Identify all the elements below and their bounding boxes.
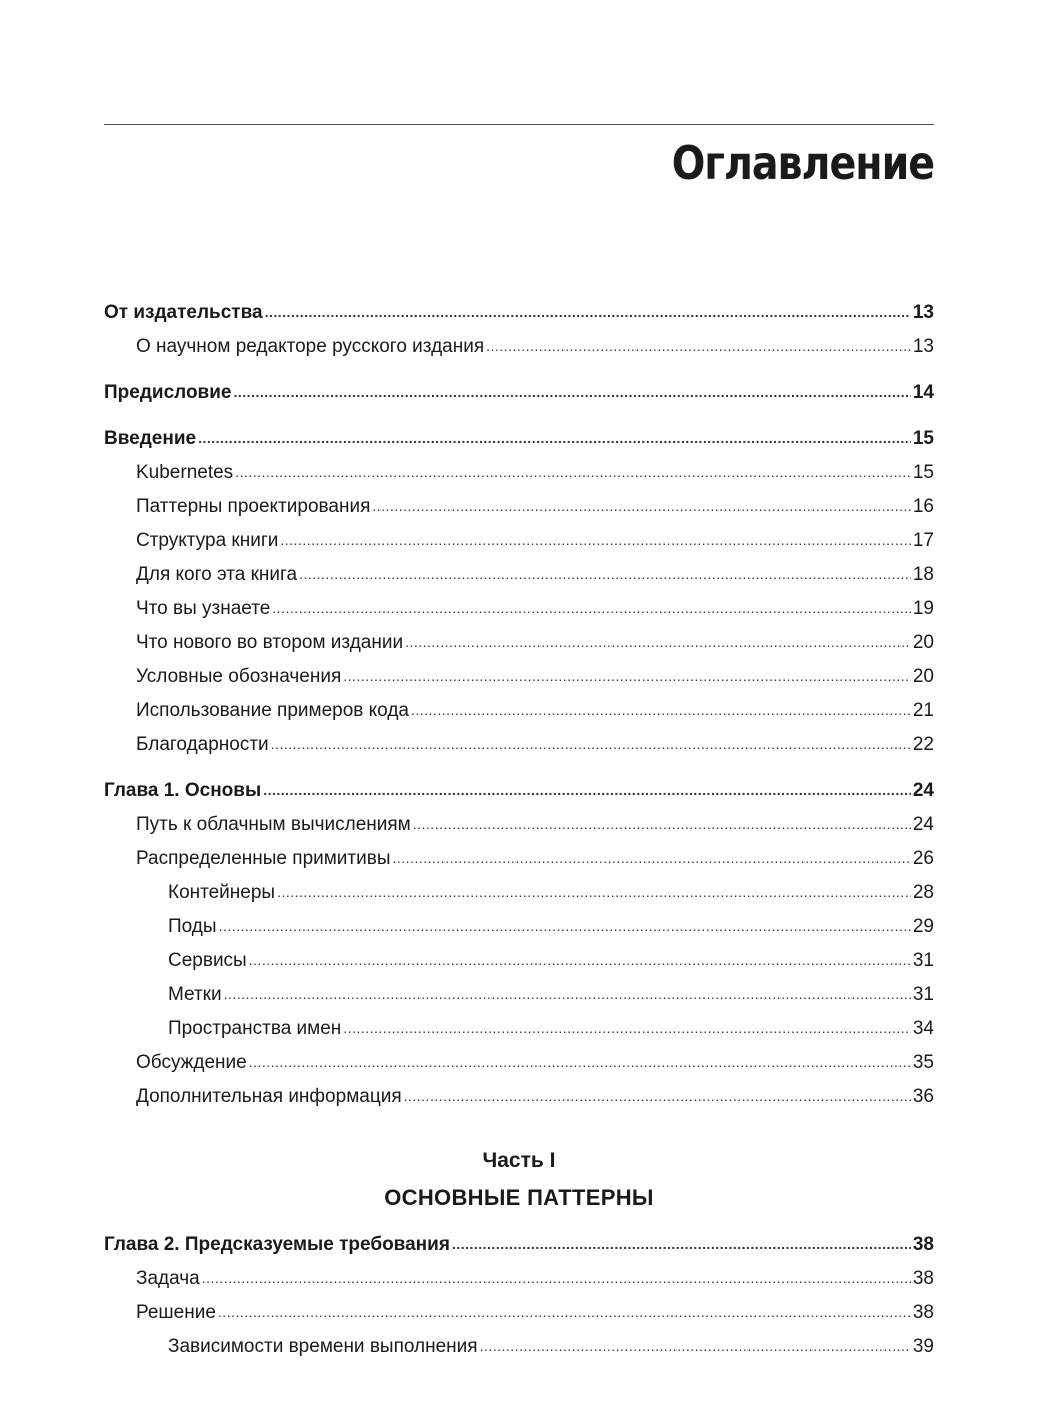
toc-dot-leader — [405, 625, 911, 659]
toc-page-number: 26 — [912, 848, 934, 869]
toc-entry-title: Условные обозначения — [136, 666, 342, 687]
toc-entry-title: Решение — [136, 1302, 216, 1323]
toc-page-number: 15 — [912, 428, 934, 449]
toc-entry-title: Дополнительная информация — [136, 1086, 402, 1107]
toc-dot-leader — [198, 421, 911, 455]
toc-page-number: 20 — [912, 632, 934, 653]
toc-entry-title: Задача — [136, 1268, 200, 1289]
toc-section-entry — [104, 558, 934, 592]
toc-page-number: 14 — [912, 382, 934, 403]
part-heading — [104, 1144, 934, 1218]
toc-chapter-entry — [104, 296, 934, 330]
toc-entry-title: Kubernetes — [136, 462, 234, 483]
toc-section-entry — [104, 1330, 934, 1364]
toc-section-entry — [104, 910, 934, 944]
toc-entry-title: Глава 2. Предсказуемые требования — [104, 1234, 450, 1255]
toc-dot-leader — [249, 943, 911, 977]
toc-entry-title: Зависимости времени выполнения — [168, 1336, 478, 1357]
toc-entry-title: Обсуждение — [136, 1052, 247, 1073]
toc-entry-title: Пространства имен — [168, 1018, 342, 1039]
page-title: Оглавление — [671, 136, 934, 190]
toc-section-entry — [104, 626, 934, 660]
toc-page-number: 29 — [912, 916, 934, 937]
toc-entry-title: Что нового во втором издании — [136, 632, 404, 653]
toc-dot-leader — [272, 591, 911, 625]
toc-section-entry — [104, 1046, 934, 1080]
toc-dot-leader — [372, 489, 910, 523]
toc-entry-title: Использование примеров кода — [136, 700, 409, 721]
toc-page-number: 13 — [912, 302, 934, 323]
toc-entry-title: Для кого эта книга — [136, 564, 298, 585]
toc-section-entry — [104, 490, 934, 524]
toc-section-entry — [104, 456, 934, 490]
toc-entry-title: Путь к облачным вычислениям — [136, 814, 411, 835]
toc-section-entry — [104, 1262, 934, 1296]
toc-entry-title: Структура книги — [136, 530, 279, 551]
toc-entry-title: Что вы узнаете — [136, 598, 271, 619]
toc-dot-leader — [277, 875, 911, 909]
toc-section-entry — [104, 694, 934, 728]
toc-section-entry — [104, 524, 934, 558]
toc-entry-title: Контейнеры — [168, 882, 276, 903]
toc-dot-leader — [263, 773, 911, 807]
toc-dot-leader — [393, 841, 911, 875]
toc-entry-title: Глава 1. Основы — [104, 780, 262, 801]
toc-entry-title: О научном редакторе русского издания — [136, 336, 485, 357]
toc-section-entry — [104, 728, 934, 762]
toc-dot-leader — [343, 659, 911, 693]
toc-dot-leader — [413, 807, 911, 841]
toc-page-number: 13 — [912, 336, 934, 357]
toc-page-number: 22 — [912, 734, 934, 755]
part-title: ОСНОВНЫЕ ПАТТЕРНЫ — [384, 1185, 654, 1210]
toc-page-number: 31 — [912, 950, 934, 971]
toc-section-entry — [104, 660, 934, 694]
toc-page-number: 18 — [912, 564, 934, 585]
toc-dot-leader — [202, 1261, 911, 1295]
toc-page-number: 21 — [912, 700, 934, 721]
toc-dot-leader — [235, 455, 911, 489]
toc-section-entry — [104, 592, 934, 626]
toc-section-entry — [104, 1012, 934, 1046]
toc-page-number: 36 — [912, 1086, 934, 1107]
toc-dot-leader — [452, 1227, 911, 1261]
toc-dot-leader — [486, 329, 911, 363]
toc-section-entry — [104, 808, 934, 842]
toc-page-number: 31 — [912, 984, 934, 1005]
toc-chapter-entry — [104, 376, 934, 410]
toc-chapter-entry — [104, 422, 934, 456]
toc-entry-title: Метки — [168, 984, 222, 1005]
toc-entry-title: Сервисы — [168, 950, 247, 971]
toc-dot-leader — [271, 727, 911, 761]
toc-dot-leader — [265, 295, 911, 329]
toc-page-number: 38 — [912, 1234, 934, 1255]
toc-section-entry — [104, 842, 934, 876]
top-rule — [104, 124, 934, 125]
toc-group-intro — [104, 296, 934, 1114]
toc-section-entry — [104, 978, 934, 1012]
toc-page-number: 17 — [912, 530, 934, 551]
table-of-contents — [104, 296, 934, 1364]
toc-dot-leader — [234, 375, 911, 409]
toc-page-number: 24 — [912, 814, 934, 835]
toc-entry-title: Предисловие — [104, 382, 232, 403]
toc-page-number: 34 — [912, 1018, 934, 1039]
toc-dot-leader — [343, 1011, 911, 1045]
toc-entry-title: От издательства — [104, 302, 263, 323]
toc-dot-leader — [411, 693, 911, 727]
toc-section-entry — [104, 944, 934, 978]
toc-dot-leader — [480, 1329, 911, 1363]
toc-entry-title: Введение — [104, 428, 197, 449]
toc-page-number: 24 — [912, 780, 934, 801]
toc-page-number: 15 — [912, 462, 934, 483]
toc-page-number: 28 — [912, 882, 934, 903]
toc-section-entry — [104, 330, 934, 364]
toc-page-number: 16 — [912, 496, 934, 517]
part-label: Часть I — [482, 1149, 556, 1172]
toc-chapter-entry — [104, 774, 934, 808]
toc-page-number: 39 — [912, 1336, 934, 1357]
toc-group-part-1 — [104, 1228, 934, 1364]
toc-dot-leader — [249, 1045, 911, 1079]
toc-dot-leader — [280, 523, 910, 557]
toc-dot-leader — [404, 1079, 911, 1113]
toc-section-entry — [104, 876, 934, 910]
toc-dot-leader — [224, 977, 911, 1011]
toc-chapter-entry — [104, 1228, 934, 1262]
toc-dot-leader — [299, 557, 911, 591]
toc-dot-leader — [218, 1295, 911, 1329]
toc-page-number: 35 — [912, 1052, 934, 1073]
toc-entry-title: Благодарности — [136, 734, 269, 755]
toc-entry-title: Распределенные примитивы — [136, 848, 391, 869]
toc-section-entry — [104, 1080, 934, 1114]
toc-section-entry — [104, 1296, 934, 1330]
toc-dot-leader — [219, 909, 911, 943]
toc-page-number: 19 — [912, 598, 934, 619]
toc-page-number: 20 — [912, 666, 934, 687]
toc-page-number: 38 — [912, 1302, 934, 1323]
toc-entry-title: Поды — [168, 916, 217, 937]
toc-entry-title: Паттерны проектирования — [136, 496, 371, 517]
toc-page-number: 38 — [912, 1268, 934, 1289]
